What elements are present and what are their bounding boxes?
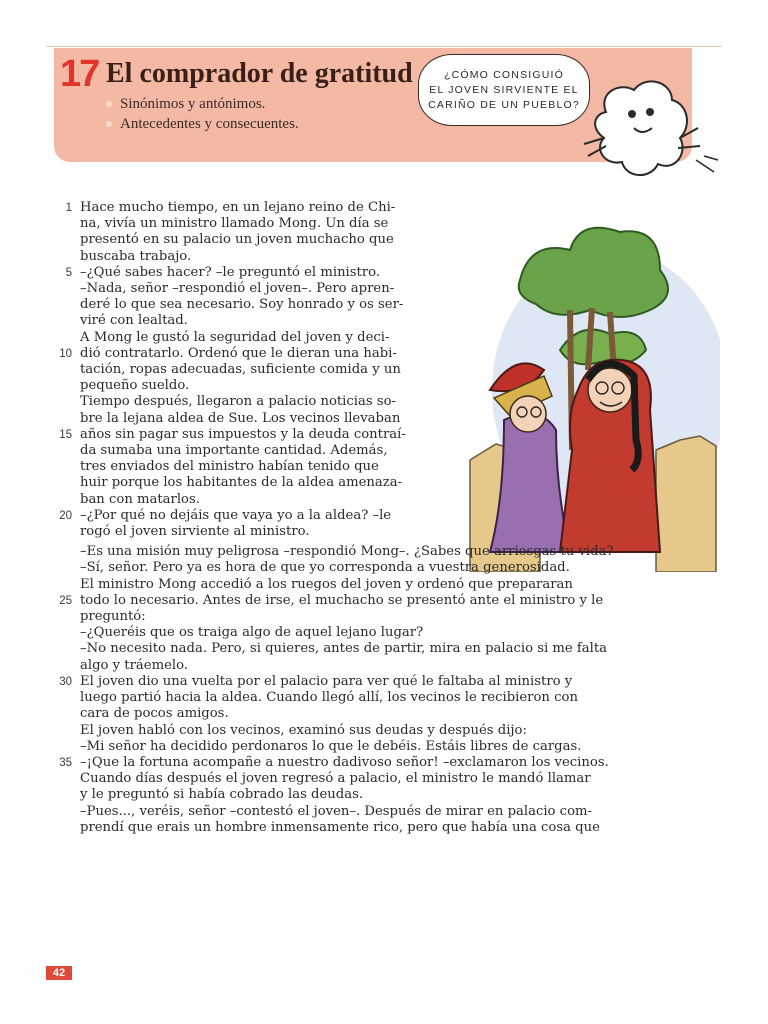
line-text: dió contratarlo. Ordenó que le dieran una habi-: [80, 345, 397, 361]
text-line: [80, 330, 440, 346]
topic-label: Antecedentes y consecuentes.: [120, 116, 299, 132]
text-line: [80, 232, 440, 248]
text-line: [80, 544, 620, 560]
line-text: El ministro Mong accedió a los ruegos del joven y ordenó que prepararan: [80, 576, 573, 592]
line-text: tación, ropas adecuadas, suficiente comida y un: [80, 362, 401, 378]
line-text: tres enviados del ministro habían tenido que: [80, 459, 379, 475]
text-line: [80, 394, 440, 410]
chapter-number: 17: [60, 53, 99, 95]
text-line: [80, 443, 440, 459]
line-text: El joven habló con los vecinos, examinó sus deudas y después dijo:: [80, 722, 527, 738]
topic-item: [108, 94, 299, 114]
topic-list: [108, 94, 299, 134]
line-text: presentó en su palacio un joven muchacho que: [80, 232, 394, 248]
line-text: –¿Queréis que os traiga algo de aquel lejano lugar?: [80, 625, 424, 641]
text-line: [80, 820, 620, 836]
line-text: cara de pocos amigos.: [80, 706, 229, 722]
text-line: [80, 658, 620, 674]
text-line: [80, 297, 440, 313]
text-line: [59, 673, 620, 690]
text-line: [65, 200, 440, 216]
line-text: –Sí, señor. Pero ya es hora de que yo corresponda a vuestra generosidad.: [80, 560, 570, 576]
bullet-icon: [106, 101, 112, 107]
text-line: [80, 216, 440, 232]
text-line: [65, 264, 440, 281]
line-text: –No necesito nada. Pero, si quieres, antes de partir, mira en palacio si me falta: [80, 641, 608, 657]
line-text: y le preguntó si había cobrado las deudas.: [80, 787, 364, 803]
line-text: Hace mucho tiempo, en un lejano reino de Chi-: [80, 200, 396, 215]
text-line: [59, 507, 440, 524]
line-text: algo y tráemelo.: [80, 657, 188, 673]
story-text: [59, 200, 620, 836]
text-line: [80, 771, 620, 787]
line-number: 25: [59, 594, 72, 607]
text-line: [59, 426, 440, 443]
line-number: 35: [59, 756, 72, 769]
line-text: pequeño sueldo.: [80, 378, 190, 394]
text-line: [80, 804, 620, 820]
line-number: 10: [59, 347, 72, 360]
line-text: –¿Por qué no dejáis que vaya yo a la aldea? –le: [80, 507, 392, 523]
text-line: [80, 560, 620, 576]
line-text: luego partió hacia la aldea. Cuando llegó allí, los vecinos le recibieron con: [80, 690, 578, 706]
top-rule: [46, 46, 722, 47]
line-text: –¡Que la fortuna acompañe a nuestro dadivoso señor! –exclamaron los vecinos.: [80, 754, 609, 770]
narrow-text-block: [59, 200, 440, 540]
text-line: [80, 281, 440, 297]
text-line: [80, 313, 440, 329]
text-line: [80, 690, 620, 706]
wide-text-block: [59, 544, 620, 836]
topic-item: [108, 114, 299, 134]
bubble-line: EL JOVEN SIRVIENTE EL: [429, 83, 579, 96]
line-number: 20: [59, 509, 72, 522]
line-text: Tiempo después, llegaron a palacio noticias so-: [80, 394, 396, 410]
text-line: [80, 723, 620, 739]
text-line: [59, 754, 620, 771]
line-text: bre la lejana aldea de Sue. Los vecinos llevaban: [80, 410, 401, 426]
line-text: El joven dio una vuelta por el palacio para ver qué le faltaba al ministro y: [80, 673, 573, 689]
text-line: [80, 577, 620, 593]
topic-label: Sinónimos y antónimos.: [120, 96, 266, 112]
line-text: da sumaba una importante cantidad. Además,: [80, 443, 388, 459]
line-text: rogó el joven sirviente al ministro.: [80, 524, 310, 540]
line-number: 1: [65, 202, 72, 214]
text-line: [80, 706, 620, 722]
text-line: [59, 345, 440, 362]
bubble-line: ¿CÓMO CONSIGUIÓ: [443, 68, 565, 81]
text-line: [80, 459, 440, 475]
text-line: [59, 592, 620, 609]
page-number: 42: [46, 966, 72, 980]
line-text: todo lo necesario. Antes de irse, el muchacho se presentó ante el ministro y le: [80, 592, 604, 608]
line-number: 15: [59, 428, 72, 441]
text-line: [80, 249, 440, 265]
text-line: [80, 641, 620, 657]
line-text: –Es una misión muy peligrosa –respondió Mong–. ¿Sabes que arriesgas tu vida?: [80, 544, 614, 560]
text-line: [80, 475, 440, 491]
line-text: –Pues..., veréis, señor –contestó el joven–. Después de mirar en palacio com-: [80, 803, 592, 819]
speech-bubble: [418, 54, 590, 126]
chapter-title: El comprador de gratitud: [106, 58, 413, 89]
text-line: [80, 362, 440, 378]
line-text: huir porque los habitantes de la aldea amenaza-: [80, 475, 403, 491]
line-text: A Mong le gustó la seguridad del joven y deci-: [80, 329, 390, 345]
line-text: años sin pagar sus impuestos y la deuda contraí-: [80, 426, 406, 442]
line-text: buscaba trabajo.: [80, 248, 192, 264]
line-text: ban con matarlos.: [80, 491, 200, 507]
bullet-icon: [106, 121, 112, 127]
line-text: viré con lealtad.: [80, 313, 188, 329]
text-line: [80, 739, 620, 755]
line-text: prendí que erais un hombre inmensamente rico, pero que había una cosa que: [80, 819, 600, 835]
text-line: [80, 524, 440, 540]
ghost-mascot-icon: [576, 68, 720, 186]
line-text: –Mi señor ha decidido perdonaros lo que le debéis. Estáis libres de cargas.: [80, 738, 582, 754]
text-line: [80, 411, 440, 427]
text-line: [80, 787, 620, 803]
line-number: 30: [59, 675, 72, 688]
line-text: preguntó:: [80, 609, 146, 625]
line-text: –Nada, señor –respondió el joven–. Pero apren-: [80, 281, 395, 297]
line-text: deré lo que sea necesario. Soy honrado y os ser-: [80, 297, 404, 313]
line-number: 5: [65, 266, 72, 279]
line-text: na, vivía un ministro llamado Mong. Un día se: [80, 216, 389, 232]
text-line: [80, 625, 620, 641]
text-line: [80, 378, 440, 394]
line-text: Cuando días después el joven regresó a palacio, el ministro le mandó llamar: [80, 771, 591, 787]
line-text: –¿Qué sabes hacer? –le preguntó el ministro.: [80, 264, 381, 280]
text-line: [80, 609, 620, 625]
text-line: [80, 492, 440, 508]
bubble-line: CARIÑO DE UN PUEBLO?: [428, 98, 580, 111]
